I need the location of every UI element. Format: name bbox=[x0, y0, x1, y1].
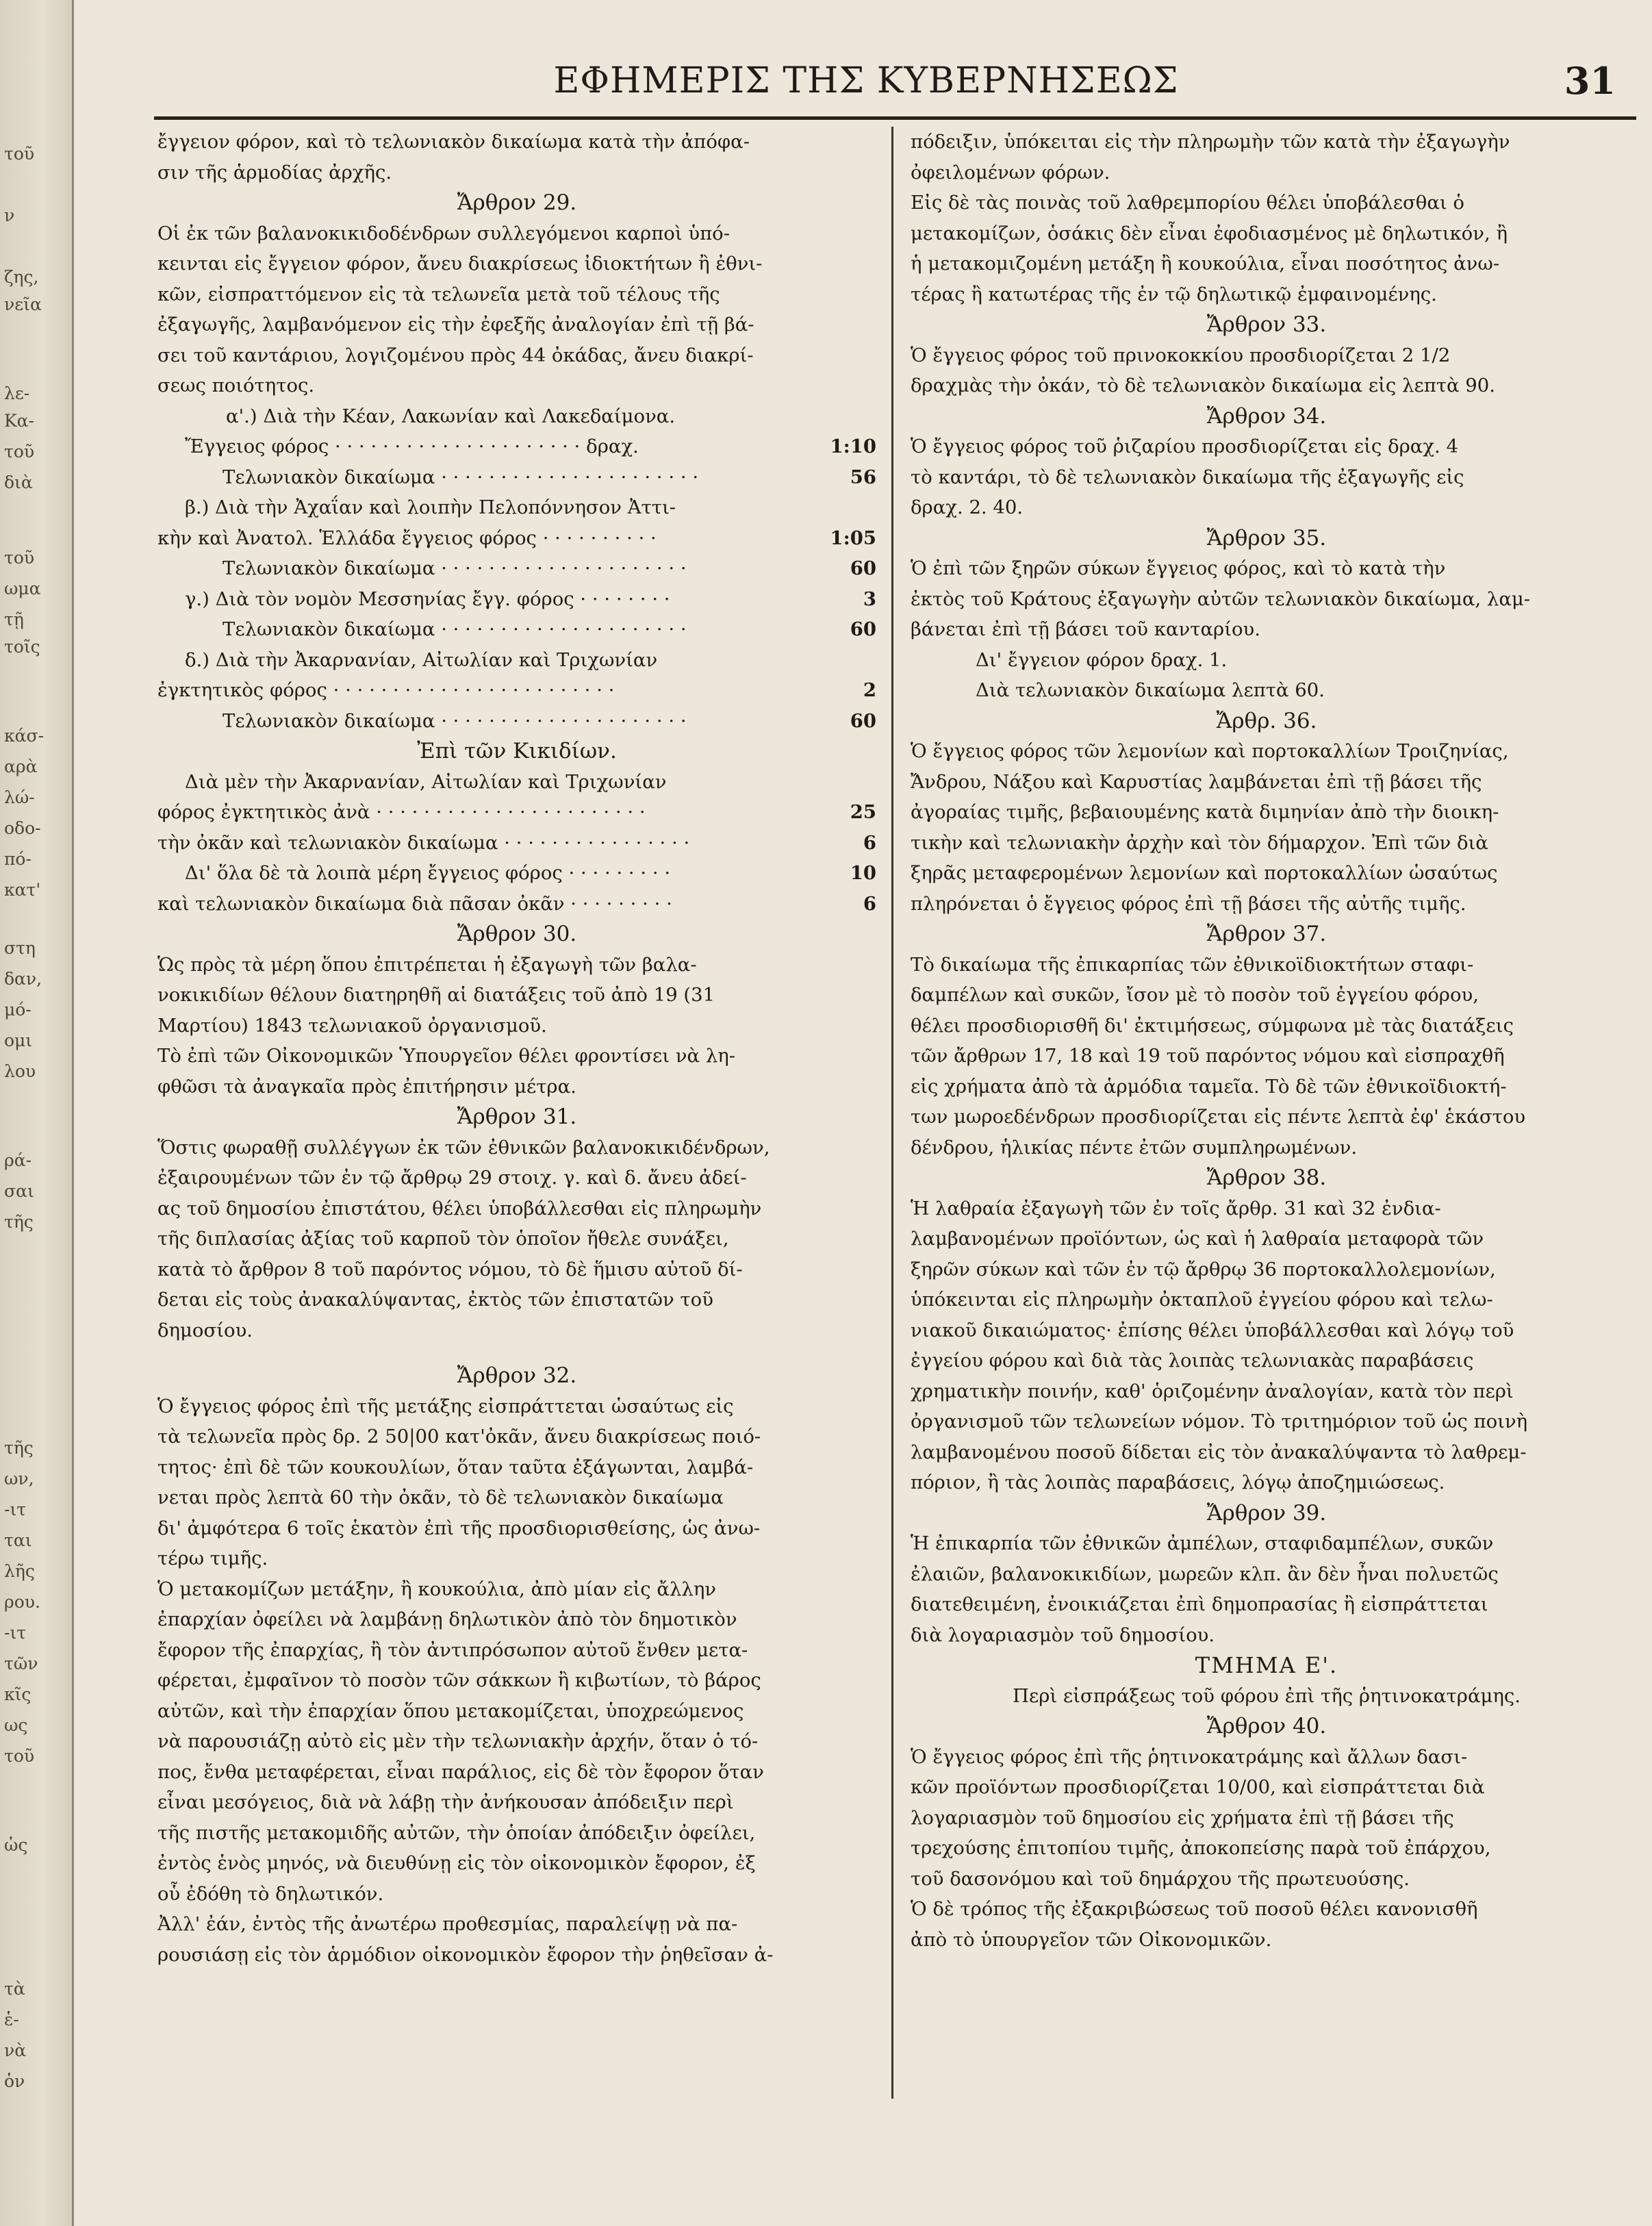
newspaper-page bbox=[96, 0, 1636, 2226]
tariff-label: Τελωνιακὸν δικαίωμα · · · · · · · · · · · · · · · · · · · · · bbox=[223, 618, 687, 640]
text-line: ἐξαιρουμένων τῶν ἐν τῷ ἄρθρῳ 29 στοιχ. γ. καὶ δ. ἄνευ ἀδεί- bbox=[157, 1167, 747, 1189]
tariff-row bbox=[157, 889, 876, 920]
text-line: κεινται εἰς ἔγγειον φόρον, ἄνευ διακρίσεως ἰδιοκτήτων ἢ ἐθνι- bbox=[157, 253, 763, 275]
text-line: νοκικιδίων θέλουν διατηρηθῆ αἱ διατάξεις τοῦ ἀπὸ 19 (31 bbox=[157, 984, 715, 1006]
gutter-fragment: λῆς bbox=[4, 1561, 35, 1581]
text-line: σεως ποιότητος. bbox=[157, 375, 315, 396]
text-line: πληρόνεται ὁ ἔγγειος φόρος ἐπὶ τῇ βάσει τῆς αὐτῆς τιμῆς. bbox=[911, 892, 1466, 915]
article-heading: Ἐπὶ τῶν Κικιδίων. bbox=[417, 739, 617, 763]
tariff-value: 60 bbox=[850, 557, 876, 579]
text-line: Οἱ ἐκ τῶν βαλανοκικιδοδένδρων συλλεγόμενοι καρποὶ ὑπό- bbox=[157, 222, 730, 244]
tariff-value: 56 bbox=[850, 466, 876, 488]
gutter-fragment: κατ' bbox=[4, 880, 41, 900]
article-heading: Ἄρθρον 29. bbox=[457, 190, 577, 215]
gutter-fragment: ων, bbox=[4, 1469, 34, 1489]
article-heading: Ἄρθρον 30. bbox=[457, 922, 577, 946]
text-line: Τὸ δικαίωμα τῆς ἐπικαρπίας τῶν ἐθνικοϊδιοκτήτων σταφι- bbox=[911, 953, 1474, 976]
header-rule bbox=[154, 116, 1636, 120]
text-line: μετακομίζων, ὁσάκις δὲν εἶναι ἐφοδιασμένος μὲ δηλωτικόν, ἢ bbox=[911, 222, 1508, 244]
article-heading: Περὶ εἰσπράξεως τοῦ φόρου ἐπὶ τῆς ῥητινοκατράμης. bbox=[1012, 1684, 1521, 1707]
gutter-fragment: -ιτ bbox=[4, 1623, 27, 1643]
tariff-row bbox=[157, 431, 876, 462]
text-line: λαμβανομένων προϊόντων, ὡς καὶ ἡ λαθραία μεταφορὰ τῶν bbox=[911, 1228, 1484, 1250]
gutter-fragment: τοῦ bbox=[4, 144, 35, 164]
text-line: τῆς πιστῆς μετακομιδῆς αὐτῶν, τὴν ὁποίαν ἀπόδειξιν ὀφείλει, bbox=[157, 1821, 756, 1844]
gutter-fragment: τῶν bbox=[4, 1654, 38, 1673]
text-line: δένδρου, ἡλικίας πέντε ἐτῶν συμπληρωμένων. bbox=[911, 1136, 1358, 1159]
text-line: Ἡ λαθραία ἐξαγωγὴ τῶν ἐν τοῖς ἄρθρ. 31 καὶ 32 ἐνδια- bbox=[911, 1197, 1441, 1219]
text-line: τητος· ἐπὶ δὲ τῶν κουκουλίων, ὅταν ταῦτα ἐξάγωνται, λαμβά- bbox=[157, 1456, 754, 1478]
article-heading: Ἄρθρον 35. bbox=[1206, 525, 1327, 551]
gutter-fragment: -ιτ bbox=[4, 1500, 27, 1519]
text-line: τὸ καντάρι, τὸ δὲ τελωνιακὸν δικαίωμα τῆς ἐξαγωγῆς εἰς bbox=[911, 466, 1464, 488]
text-line: ρουσιάσῃ εἰς τὸν ἁρμόδιον οἰκονομικὸν ἔφορον τὴν ῥηθεῖσαν ἀ- bbox=[157, 1943, 774, 1966]
gutter-fragment: τοῦ bbox=[4, 1746, 35, 1766]
tariff-label: φόρος ἐγκτητικὸς ἀνὰ · · · · · · · · · · · · · · · · · · · · · · · bbox=[157, 801, 646, 823]
text-line: λαμβανομένου ποσοῦ δίδεται εἰς τὸν ἀνακαλύψαντα τὸ λαθρεμ- bbox=[911, 1441, 1527, 1463]
text-line: Ὁ ἐπὶ τῶν ξηρῶν σύκων ἔγγειος φόρος, καὶ τὸ κατὰ τὴν bbox=[911, 557, 1446, 579]
tariff-row bbox=[157, 614, 876, 645]
text-line: νεται πρὸς λεπτὰ 60 τὴν ὀκᾶν, τὸ δὲ τελωνιακὸν δικαίωμα bbox=[157, 1487, 724, 1508]
text-line: λογαριασμὸν τοῦ δημοσίου εἰς χρήματα ἐπὶ τῇ βάσει τῆς bbox=[911, 1806, 1454, 1829]
tariff-value: 2 bbox=[863, 679, 876, 701]
article-heading: Ἄρθρον 38. bbox=[1206, 1165, 1327, 1190]
gutter-fragment: σαι bbox=[4, 1181, 34, 1201]
text-line: τέρας ἢ κατωτέρας τῆς ἐν τῷ δηλωτικῷ ἐμφαινομένης. bbox=[911, 283, 1437, 305]
left-column bbox=[157, 127, 876, 1970]
text-line: δραχμὰς τὴν ὀκάν, τὸ δὲ τελωνιακὸν δικαίωμα εἰς λεπτὰ 90. bbox=[911, 375, 1496, 396]
text-line: φέρεται, ἐμφαῖνον τὸ ποσὸν τῶν σάκκων ἢ κιβωτίων, τὸ βάρος bbox=[157, 1669, 761, 1691]
tariff-row bbox=[157, 828, 876, 859]
text-line: κατὰ τὸ ἄρθρον 8 τοῦ παρόντος νόμου, τὸ δὲ ἥμισυ αὐτοῦ δί- bbox=[157, 1258, 743, 1280]
text-line: δεται εἰς τοὺς ἀνακαλύψαντας, ἐκτὸς τῶν ἐπιστατῶν τοῦ bbox=[157, 1289, 713, 1311]
text-line: Ὅστις φωραθῇ συλλέγγων ἐκ τῶν ἐθνικῶν βαλανοκικιδένδρων, bbox=[157, 1136, 770, 1159]
article-heading: Ἄρθρον 32. bbox=[457, 1363, 577, 1388]
gutter-fragment: Κα- bbox=[4, 411, 35, 431]
page-title: ΕΦΗΜΕΡΙΣ ΤΗΣ ΚΥΒΕΡΝΗΣΕΩΣ bbox=[553, 60, 1179, 101]
gutter-fragment: μό- bbox=[4, 1000, 31, 1020]
tariff-label: Τελωνιακὸν δικαίωμα · · · · · · · · · · · · · · · · · · · · · bbox=[223, 709, 687, 732]
text-line: τὰ τελωνεῖα πρὸς δρ. 2 50|00 κατ'ὀκᾶν, ἄνευ διακρίσεως ποιό- bbox=[157, 1426, 761, 1447]
tariff-row bbox=[157, 523, 876, 554]
gutter-fragment: λου bbox=[4, 1061, 36, 1081]
gutter-fragment: ζης, bbox=[4, 267, 39, 287]
tariff-value: 60 bbox=[850, 709, 876, 732]
gutter-fragment: πό- bbox=[4, 849, 31, 869]
article-heading: ΤΜΗΜΑ Ε'. bbox=[1195, 1652, 1338, 1678]
tariff-row bbox=[157, 797, 876, 828]
article-heading: Ἄρθρον 34. bbox=[1206, 403, 1327, 429]
tariff-value: 1:10 bbox=[830, 435, 876, 457]
text-line: πόριον, ἢ τὰς λοιπὰς παραβάσεις, λόγῳ ἀποζημιώσεως. bbox=[911, 1471, 1445, 1493]
text-line: ξηρῶν σύκων καὶ τῶν ἐν τῷ ἄρθρῳ 36 πορτοκαλλολεμονίων, bbox=[911, 1258, 1496, 1280]
gutter-fragment: τῇ bbox=[4, 609, 24, 629]
tariff-value: 10 bbox=[850, 862, 876, 884]
text-line: τρεχούσης ἐπιτοπίου τιμῆς, ἀποκοπείσης παρὰ τοῦ ἐπάρχου, bbox=[911, 1837, 1491, 1859]
text-line: κῶν προϊόντων προσδιορίζεται 10/00, καὶ εἰσπράττεται διὰ bbox=[911, 1776, 1485, 1798]
gutter-fragment: νεῖα bbox=[4, 294, 42, 314]
tariff-value: 3 bbox=[863, 587, 876, 610]
tariff-value: 1:05 bbox=[830, 527, 876, 549]
text-line: ἐγγείου φόρου καὶ διὰ τὰς λοιπὰς τελωνιακὰς παραβάσεις bbox=[911, 1350, 1474, 1371]
tariff-label: τὴν ὀκᾶν καὶ τελωνιακὸν δικαίωμα · · · · · · · · · · · · · · · · bbox=[157, 831, 690, 854]
tariff-label: Τελωνιακὸν δικαίωμα · · · · · · · · · · · · · · · · · · · · · · bbox=[223, 466, 699, 488]
text-line: διὰ λογαριασμὸν τοῦ δημοσίου. bbox=[911, 1623, 1215, 1646]
tariff-label: κὴν καὶ Ἀνατολ. Ἑλλάδα ἔγγειος φόρος · · · · · · · · · · bbox=[157, 527, 657, 549]
tariff-label: γ.) Διὰ τὸν νομὸν Μεσσηνίας ἔγγ. φόρος · · · · · · · · bbox=[185, 587, 670, 610]
tariff-row bbox=[157, 706, 876, 737]
text-line: Ὁ δὲ τρόπος τῆς ἐξακριβώσεως τοῦ ποσοῦ θέλει κανονισθῆ bbox=[911, 1898, 1478, 1920]
text-line: Δι' ἔγγειον φόρον δραχ. 1. bbox=[976, 648, 1228, 671]
gutter-fragment: στη bbox=[4, 938, 36, 958]
article-heading: Ἄρθρον 40. bbox=[1206, 1714, 1327, 1738]
text-line: ἔφορον τῆς ἐπαρχίας, ἢ τὸν ἀντιπρόσωπον αὐτοῦ ἔνθεν μετα- bbox=[157, 1639, 748, 1661]
text-line: Εἰς δὲ τὰς ποινὰς τοῦ λαθρεμπορίου θέλει ὑποβάλεσθαι ὁ bbox=[911, 192, 1464, 214]
adjacent-page-gutter bbox=[0, 0, 74, 2226]
article-heading: Ἄρθρον 33. bbox=[1206, 312, 1327, 337]
text-line: ἐπαρχίαν ὀφείλει νὰ λαμβάνῃ δηλωτικὸν ἀπὸ τὸν δημοτικὸν bbox=[157, 1608, 737, 1630]
tariff-value: 60 bbox=[850, 618, 876, 640]
text-line: ας τοῦ δημοσίου ἐπιστάτου, θέλει ὑποβάλλεσθαι εἰς πληρωμὴν bbox=[157, 1197, 762, 1219]
text-line: φθῶσι τὰ ἀναγκαῖα πρὸς ἐπιτήρησιν μέτρα. bbox=[157, 1075, 576, 1098]
text-line: διατεθειμένη, ἐνοικιάζεται ἐπὶ δημοπρασίας ἢ εἰσπράττεται bbox=[911, 1593, 1488, 1615]
text-line: Ἡ ἐπικαρπία τῶν ἐθνικῶν ἀμπέλων, σταφιδαμπέλων, συκῶν bbox=[911, 1532, 1494, 1554]
text-line: Ἄνδρου, Νάξου καὶ Καρυστίας λαμβάνεται ἐπὶ τῇ βάσει τῆς bbox=[911, 770, 1482, 793]
gutter-fragment: τῆς bbox=[4, 1438, 34, 1458]
text-line: Ἀλλ' ἐάν, ἐντὸς τῆς ἀνωτέρω προθεσμίας, παραλείψῃ νὰ πα- bbox=[157, 1913, 738, 1935]
text-line: τέρω τιμῆς. bbox=[157, 1547, 268, 1569]
text-line: Μαρτίου) 1843 τελωνιακοῦ ὀργανισμοῦ. bbox=[157, 1014, 547, 1037]
page-number: 31 bbox=[1564, 59, 1616, 103]
tariff-row bbox=[157, 553, 876, 584]
text-line: δ.) Διὰ τὴν Ἀκαρνανίαν, Αἰτωλίαν καὶ Τριχωνίαν bbox=[185, 648, 658, 671]
tariff-label: Ἔγγειος φόρος · · · · · · · · · · · · · · · · · · · · · δραχ. bbox=[185, 435, 639, 457]
gutter-fragment: κῖς bbox=[4, 1684, 31, 1704]
gutter-fragment: ἑ- bbox=[4, 2010, 19, 2029]
gutter-fragment: τὰ bbox=[4, 1979, 25, 1999]
text-line: ἔγγειον φόρον, καὶ τὸ τελωνιακὸν δικαίωμα κατὰ τὴν ἀπόφα- bbox=[157, 131, 750, 153]
text-line: Διὰ τελωνιακὸν δικαίωμα λεπτὰ 60. bbox=[976, 679, 1325, 701]
tariff-value: 25 bbox=[850, 801, 876, 823]
text-line: σιν τῆς ἁρμοδίας ἀρχῆς. bbox=[157, 161, 392, 184]
text-line: Τὸ ἐπὶ τῶν Οἰκονομικῶν Ὑπουργεῖον θέλει φροντίσει νὰ λη- bbox=[157, 1045, 736, 1067]
article-heading: Ἄρθρον 31. bbox=[457, 1104, 577, 1129]
gutter-fragment: λε- bbox=[4, 383, 30, 403]
text-line: τῆς διπλασίας ἀξίας τοῦ καρποῦ τὸν ὁποῖον ἤθελε συνάξει, bbox=[157, 1228, 729, 1250]
gutter-fragment: ως bbox=[4, 1715, 28, 1735]
gutter-fragment: κάσ- bbox=[4, 726, 45, 746]
text-line: δραχ. 2. 40. bbox=[911, 496, 1024, 518]
text-line: εἰς χρήματα ἀπὸ τὰ ἁρμόδια ταμεῖα. Τὸ δὲ τῶν ἐθνικοϊδιοκτή- bbox=[911, 1075, 1507, 1098]
tariff-value: 6 bbox=[863, 892, 876, 915]
text-line: ἀγοραίας τιμῆς, βεβαιουμένης κατὰ διμηνίαν ἀπὸ τὴν διοικη- bbox=[911, 801, 1499, 823]
tariff-value: 6 bbox=[863, 831, 876, 854]
gutter-fragment: ὁν bbox=[4, 2071, 25, 2091]
text-line: εἶναι μεσόγειος, διὰ νὰ λάβῃ τὴν ἀνήκουσαν ἀπόδειξιν περὶ bbox=[157, 1791, 734, 1813]
text-line: ἐκτὸς τοῦ Κράτους ἐξαγωγὴν αὐτῶν τελωνιακὸν δικαίωμα, λαμ- bbox=[911, 587, 1531, 610]
gutter-fragment: νὰ bbox=[4, 2040, 27, 2060]
article-heading: Ἄρθρ. 36. bbox=[1216, 708, 1317, 733]
text-line: δημοσίου. bbox=[157, 1319, 253, 1341]
gutter-fragment: λώ- bbox=[4, 787, 35, 807]
text-line: ἐξαγωγῆς, λαμβανόμενον εἰς τὴν ἐφεξῆς ἀναλογίαν ἐπὶ τῇ βά- bbox=[157, 314, 754, 336]
gutter-fragment: τοῦ bbox=[4, 548, 35, 568]
text-line: ἡ μετακομιζομένη μετάξη ἢ κουκούλια, εἶναι ποσότητος ἀνω- bbox=[911, 253, 1500, 275]
text-line: δι' ἀμφότερα 6 τοῖς ἑκατὸν ἐπὶ τῆς προσδιορισθείσης, ὡς ἀνω- bbox=[157, 1517, 761, 1539]
text-line: Ὡς πρὸς τὰ μέρη ὅπου ἐπιτρέπεται ἡ ἐξαγωγὴ τῶν βαλα- bbox=[157, 953, 697, 976]
text-line: ἐλαιῶν, βαλανοκικιδίων, μωρεῶν κλπ. ἂν δὲν ἦναι πολυετῶς bbox=[911, 1563, 1499, 1585]
text-line: νὰ παρουσιάζῃ αὐτὸ εἰς μὲν τὴν τελωνιακὴν ἀρχήν, ὅταν ὁ τό- bbox=[157, 1730, 759, 1752]
text-line: ξηρᾶς μεταφερομένων λεμονίων καὶ πορτοκαλλίων ὡσαύτως bbox=[911, 862, 1498, 884]
text-line: πος, ἔνθα μεταφέρεται, εἶναι παράλιος, εἰς δὲ τὸν ἔφορον ὅταν bbox=[157, 1760, 764, 1783]
text-line: Ὁ ἔγγειος φόρος τοῦ ῥιζαρίου προσδιορίζεται εἰς δραχ. 4 bbox=[911, 435, 1459, 457]
text-line: οὗ ἐδόθη τὸ δηλωτικόν. bbox=[157, 1882, 384, 1905]
text-line: βάνεται ἐπὶ τῇ βάσει τοῦ κανταρίου. bbox=[911, 618, 1260, 640]
tariff-label: Τελωνιακὸν δικαίωμα · · · · · · · · · · · · · · · · · · · · · bbox=[223, 557, 687, 579]
text-line: Ὁ ἔγγειος φόρος τοῦ πρινοκοκκίου προσδιορίζεται 2 1/2 bbox=[911, 344, 1451, 366]
text-line: ὑπόκεινται εἰς πληρωμὴν ὀκταπλοῦ ἐγγείου φόρου καὶ τελω- bbox=[911, 1289, 1493, 1311]
text-line: θέλει προσδιορισθῆ δι' ἐκτιμήσεως, σύμφωνα μὲ τὰς διατάξεις bbox=[911, 1014, 1514, 1037]
spacer bbox=[157, 1345, 876, 1361]
gutter-fragment: ρου. bbox=[4, 1592, 40, 1612]
tariff-row bbox=[157, 675, 876, 706]
gutter-fragment: αρὰ bbox=[4, 757, 38, 776]
tariff-label: καὶ τελωνιακὸν δικαίωμα διὰ πᾶσαν ὀκᾶν · · · · · · · · · bbox=[157, 892, 672, 915]
text-line: των μωροεδένδρων προσδιορίζεται εἰς πέντε λεπτὰ ἐφ' ἑκάστου bbox=[911, 1106, 1526, 1128]
column-divider bbox=[891, 127, 893, 2099]
text-line: αὐτῶν, καὶ τὴν ἐπαρχίαν ὅπου μετακομίζεται, ὑποχρεώμενος bbox=[157, 1699, 744, 1722]
text-line: πόδειξιν, ὑπόκειται εἰς τὴν πληρωμὴν τῶν κατὰ τὴν ἐξαγωγὴν bbox=[911, 131, 1510, 153]
tariff-row bbox=[157, 462, 876, 493]
tariff-row bbox=[157, 858, 876, 889]
text-line: Ὁ ἔγγειος φόρος τῶν λεμονίων καὶ πορτοκαλλίων Τροιζηνίας, bbox=[911, 740, 1509, 762]
tariff-row bbox=[157, 584, 876, 615]
gutter-fragment: οδο- bbox=[4, 818, 41, 838]
text-line: Ὁ ἔγγειος φόρος ἐπὶ τῆς ῥητινοκατράμης καὶ ἄλλων δασι- bbox=[911, 1745, 1468, 1768]
tariff-label: ἐγκτητικὸς φόρος · · · · · · · · · · · · · · · · · · · · · · · · bbox=[157, 679, 615, 701]
text-line: σει τοῦ καντάριου, λογιζομένου πρὸς 44 ὀκάδας, ἄνευ διακρί- bbox=[157, 344, 754, 366]
tariff-label: Δι' ὅλα δὲ τὰ λοιπὰ μέρη ἔγγειος φόρος · · · · · · · · · bbox=[185, 862, 671, 884]
gutter-fragment: ωμα bbox=[4, 579, 41, 598]
text-line: χρηματικὴν ποινήν, καθ' ὁριζομένην ἀναλογίαν, κατὰ τὸν περὶ bbox=[911, 1380, 1514, 1402]
subsection-heading: α'.) Διὰ τὴν Κέαν, Λακωνίαν καὶ Λακεδαίμονα. bbox=[226, 405, 676, 427]
gutter-fragment: τῆς bbox=[4, 1212, 34, 1232]
text-line: τοῦ δασονόμου καὶ τοῦ δημάρχου τῆς πρωτευούσης. bbox=[911, 1867, 1410, 1890]
right-column bbox=[911, 127, 1623, 1955]
text-line: β.) Διὰ τὴν Ἀχαΐαν καὶ λοιπὴν Πελοπόννησον Ἀττι- bbox=[185, 496, 676, 518]
text-line: νιακοῦ δικαιώματος· ἐπίσης θέλει ὑποβάλλεσθαι καὶ λόγῳ τοῦ bbox=[911, 1319, 1514, 1341]
text-line: τικὴν καὶ τελωνιακὴν ἀρχὴν καὶ τὸν δήμαρχον. Ἐπὶ τῶν διὰ bbox=[911, 831, 1488, 854]
text-line: ἐντὸς ἑνὸς μηνός, νὰ διευθύνῃ εἰς τὸν οἰκονομικὸν ἔφορον, ἐξ bbox=[157, 1852, 756, 1874]
text-line: Ὁ ἔγγειος φόρος ἐπὶ τῆς μετάξης εἰσπράττεται ὡσαύτως εἰς bbox=[157, 1395, 734, 1417]
text-line: τῶν ἄρθρων 17, 18 καὶ 19 τοῦ παρόντος νόμου καὶ εἰσπραχθῆ bbox=[911, 1045, 1505, 1067]
text-line: ὀφειλομένων φόρων. bbox=[911, 161, 1110, 184]
text-line: δαμπέλων καὶ συκῶν, ἴσον μὲ τὸ ποσὸν τοῦ ἐγγείου φόρου, bbox=[911, 984, 1479, 1006]
gutter-fragment: ρά- bbox=[4, 1150, 32, 1170]
text-line: ἀπὸ τὸ ὑπουργεῖον τῶν Οἰκονομικῶν. bbox=[911, 1928, 1272, 1951]
gutter-fragment: διὰ bbox=[4, 472, 33, 492]
article-heading: Ἄρθρον 37. bbox=[1206, 922, 1327, 946]
text-line: κῶν, εἰσπραττόμενον εἰς τὰ τελωνεῖα μετὰ τοῦ τέλους τῆς bbox=[157, 283, 720, 305]
gutter-fragment: ομι bbox=[4, 1030, 33, 1050]
gutter-fragment: ν bbox=[4, 205, 15, 225]
gutter-fragment: ὡς bbox=[4, 1835, 28, 1855]
gutter-fragment: τοῖς bbox=[4, 637, 40, 657]
gutter-fragment: τοῦ bbox=[4, 442, 35, 461]
article-heading: Ἄρθρον 39. bbox=[1206, 1500, 1327, 1526]
gutter-fragment: δαν, bbox=[4, 969, 42, 989]
text-line: ὀργανισμοῦ τῶν τελωνείων νόμον. Τὸ τριτημόριον τοῦ ὡς ποινὴ bbox=[911, 1411, 1528, 1432]
text-line: Ὁ μετακομίζων μετάξην, ἢ κουκούλια, ἀπὸ μίαν εἰς ἄλλην bbox=[157, 1578, 717, 1600]
gutter-fragment: ται bbox=[4, 1530, 32, 1550]
text-line: Διὰ μὲν τὴν Ἀκαρνανίαν, Αἰτωλίαν καὶ Τριχωνίαν bbox=[185, 770, 667, 793]
